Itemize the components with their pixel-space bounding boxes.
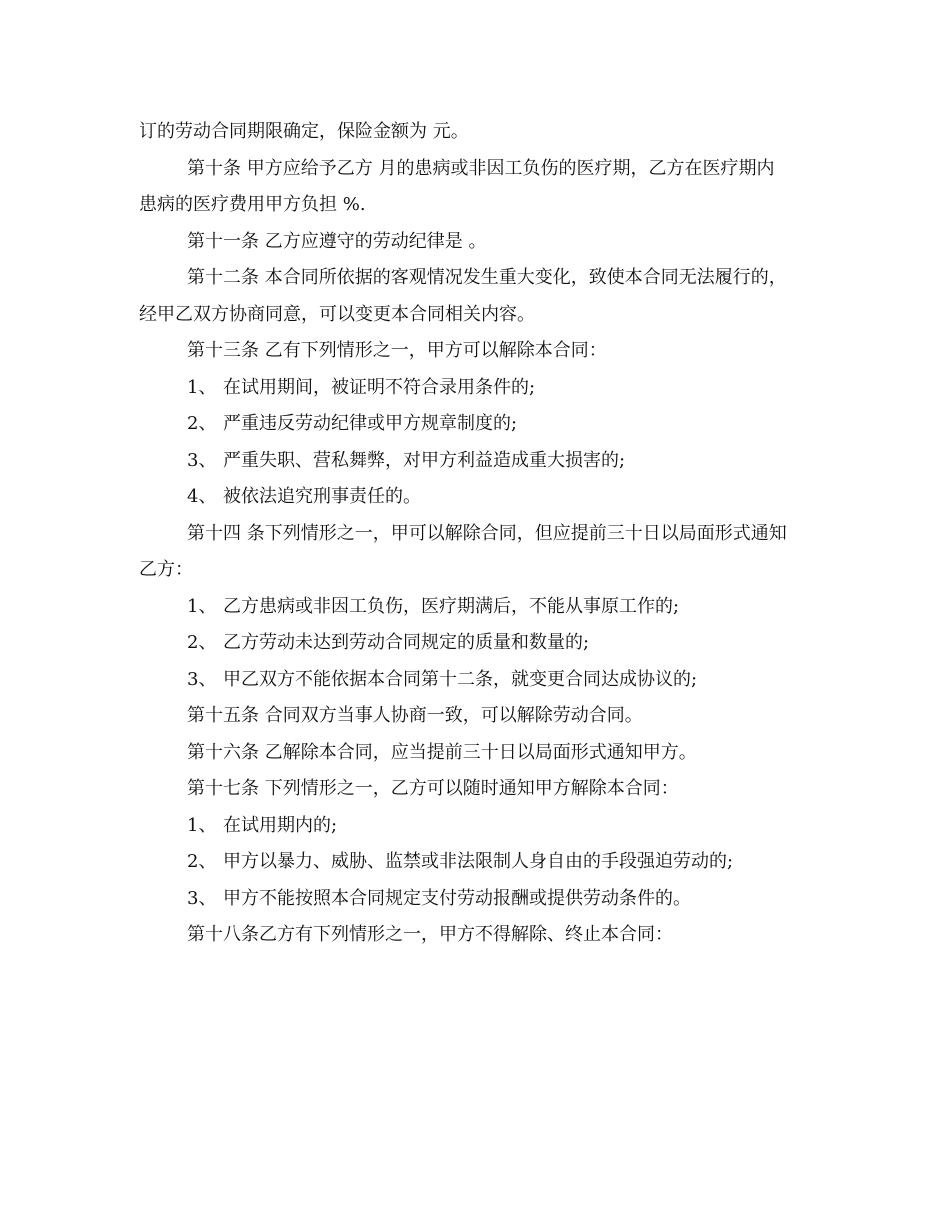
article-15-line: 第十五条 合同双方当事人协商一致，可以解除劳动合同。 xyxy=(187,705,643,726)
article-14-line: 第十四 条下列情形之一，甲可以解除合同，但应提前三十日以局面形式通知 xyxy=(187,522,787,544)
list-item-number: 1、 xyxy=(187,376,217,398)
list-item-number: 2、 xyxy=(187,851,217,872)
list-item-text: 严重违反劳动纪律或甲方规章制度的; xyxy=(223,413,518,434)
list-item-text: 甲方不能按照本合同规定支付劳动报酬或提供劳动条件的。 xyxy=(223,887,691,909)
article-16-line: 第十六条 乙解除本合同，应当提前三十日以局面形式通知甲方。 xyxy=(187,741,697,763)
list-item-text: 乙方劳动未达到劳动合同规定的质量和数量的; xyxy=(223,632,590,653)
list-item-number: 2、 xyxy=(187,413,217,434)
list-item-text: 甲方以暴力、威胁、监禁或非法限制人身自由的手段强迫劳动的; xyxy=(223,851,734,872)
text-line: 订的劳动合同期限确定，保险金额为 元。 xyxy=(139,121,469,142)
article-12-line: 第十二条 本合同所依据的客观情况发生重大变化，致使本合同无法履行的， xyxy=(187,267,787,288)
article-17-line: 第十七条 下列情形之一，乙方可以随时通知甲方解除本合同： xyxy=(187,778,679,799)
list-item-number: 3、 xyxy=(187,887,217,909)
list-item-number: 1、 xyxy=(187,595,217,617)
list-item-number: 2、 xyxy=(187,632,217,653)
list-item xyxy=(139,881,815,918)
list-item-number: 3、 xyxy=(187,668,217,690)
list-item xyxy=(139,479,815,516)
list-item xyxy=(139,370,815,407)
article-18-line: 第十八条乙方有下列情形之一，甲方不得解除、终止本合同： xyxy=(187,924,673,945)
list-item-text: 严重失职、营私舞弊，对甲方利益造成重大损害的; xyxy=(223,449,626,471)
text-line: 乙方： xyxy=(139,559,193,580)
article-13-line: 第十三条 乙有下列情形之一，甲方可以解除本合同： xyxy=(187,340,607,361)
list-item xyxy=(139,808,815,845)
document-body xyxy=(139,114,815,954)
list-item-number: 4、 xyxy=(187,486,217,507)
list-item xyxy=(139,844,815,881)
list-item xyxy=(139,406,815,443)
list-item-text: 甲乙双方不能依据本合同第十二条，就变更合同达成协议的; xyxy=(223,668,698,690)
list-item-text: 在试用期间，被证明不符合录用条件的; xyxy=(223,376,536,398)
article-10-line: 第十条 甲方应给予乙方 月的患病或非因工负伤的医疗期，乙方在医疗期内 xyxy=(187,157,775,179)
article-11-line: 第十一条 乙方应遵守的劳动纪律是 。 xyxy=(187,230,487,252)
list-item-number: 3、 xyxy=(187,449,217,471)
list-item xyxy=(139,589,815,626)
list-item-text: 被依法追究刑事责任的。 xyxy=(223,486,421,507)
list-item-text: 乙方患病或非因工负伤，医疗期满后，不能从事原工作的; xyxy=(223,595,680,617)
list-item xyxy=(139,662,815,699)
text-line: 患病的医疗费用甲方负担 %. xyxy=(139,194,366,215)
list-item xyxy=(139,443,815,480)
list-item xyxy=(139,625,815,662)
list-item-number: 1、 xyxy=(187,814,217,836)
list-item-text: 在试用期内的; xyxy=(223,814,338,836)
text-line: 经甲乙双方协商同意，可以变更本合同相关内容。 xyxy=(139,303,535,325)
